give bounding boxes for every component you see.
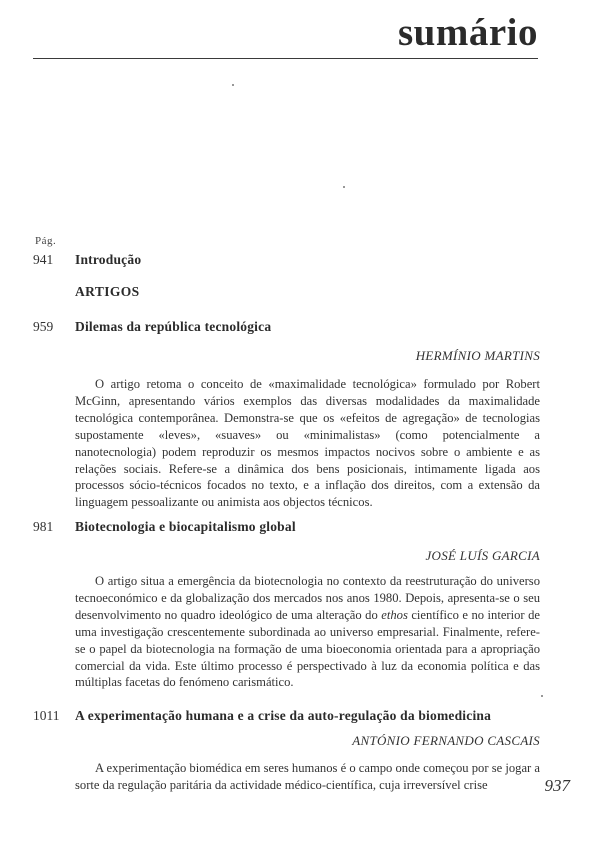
abstract-text: científico e no interior de uma investigação crescentemente subordinada ao universo empresarial. Finalmente, refere-se o papel da biotecnologia na formação de uma bioeconomia orientada para a apropriação comercial da vida. Este último processo é perspectivado à luz da economia política e das múltiplas facetas do fenómeno carismático. [75, 607, 540, 690]
toc-entry-article-3 [33, 707, 540, 725]
toc-entry-article-2 [33, 518, 540, 536]
article-title: A experimentação humana e a crise da auto-regulação da biomedicina [75, 708, 492, 723]
article-author: JOSÉ LUÍS GARCIA [425, 548, 540, 563]
page-title: sumário [398, 11, 538, 54]
header-rule [33, 58, 538, 59]
article-abstract: A experimentação biomédica em seres humanos é o campo onde começou por se jogar a sorte da regulação paritária da actividade médico-científica, cuja irreversível crise [75, 761, 540, 792]
toc-entry-article-1 [33, 318, 540, 336]
page-column-label: Pág. [35, 235, 57, 247]
scan-speck [232, 84, 234, 86]
page-number: 981 [33, 519, 54, 534]
article-abstract [75, 573, 540, 691]
toc-entry-introducao [33, 251, 540, 269]
folio-page-number: 937 [544, 776, 570, 795]
article-title: Dilemas da república tecnológica [75, 319, 272, 334]
abstract-emphasis: ethos [381, 607, 408, 622]
article-author: ANTÓNIO FERNANDO CASCAIS [352, 733, 540, 748]
article-author: HERMÍNIO MARTINS [415, 348, 540, 363]
page-number: 941 [33, 252, 54, 267]
page-number: 959 [33, 319, 54, 334]
section-heading: ARTIGOS [75, 284, 140, 299]
abstract-text: O artigo situa a emergência da biotecnologia no contexto da reestruturação do universo tecnoeconómico e da globalização dos mercados nos anos 1980. Depois, apresenta-se o seu desenvolvimento no quadro ideológico de uma alteração do [75, 574, 540, 622]
scan-speck [541, 695, 543, 697]
scan-speck [343, 186, 345, 188]
entry-title: Introdução [75, 252, 142, 267]
page-number: 1011 [33, 708, 60, 723]
article-abstract: O artigo retoma o conceito de «maximalidade tecnológica» formulado por Robert McGinn, apresentando vários exemplos das diversas modalidades da maximalidade tecnológica contemporânea. Demonstra-se que os «efeitos de agregação» de tecnologias supostamente «leves», «suaves» ou «minimalistas» (como potencialmente a nanotecnologia) podem reproduzir os mesmos impactos nocivos sobre o ambiente e as relações sociais. Refere-se a dinâmica dos bens posicionais, intimamente ligada aos processos sócio-técnicos focados no texto, e a inflação dos direitos, com a extensão da linguagem pessoalizante ou animista aos objectos técnicos. [75, 377, 540, 510]
article-title: Biotecnologia e biocapitalismo global [75, 519, 296, 534]
